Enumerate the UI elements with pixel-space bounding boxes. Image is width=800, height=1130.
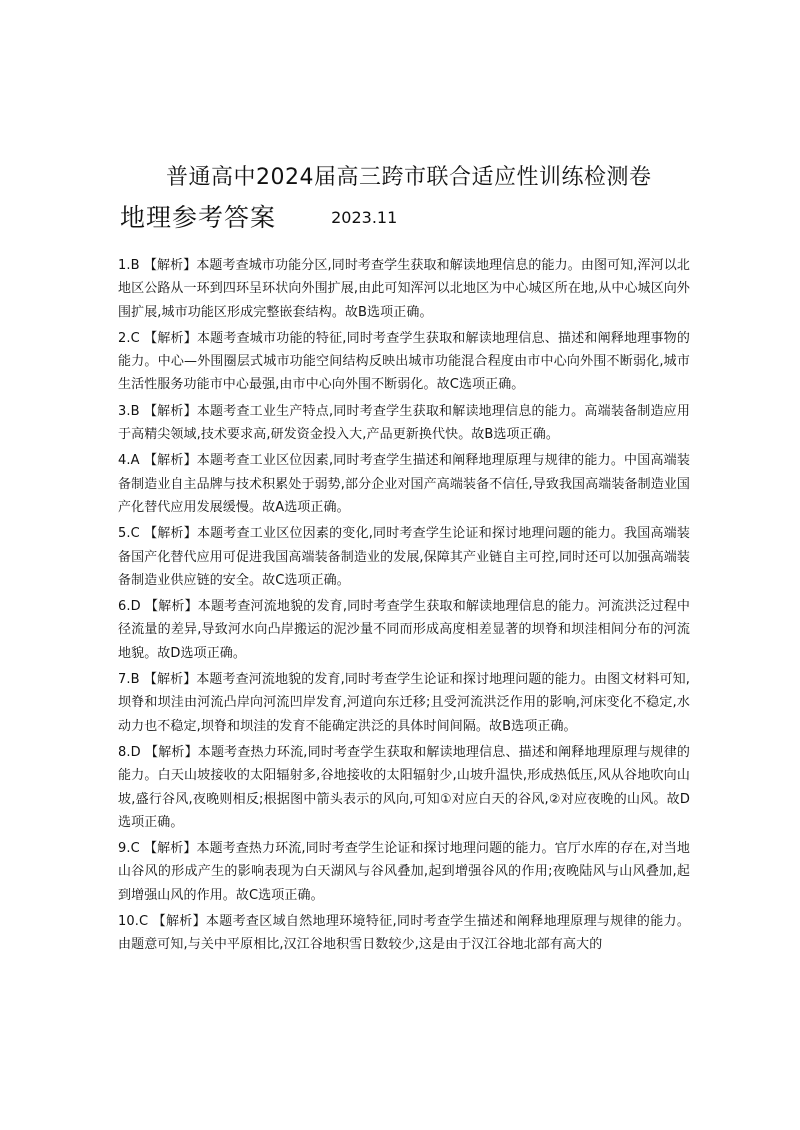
- answer-item-6: 6.D 【解析】本题考查河流地貌的发育,同时考查学生获取和解读地理信息的能力。河流洪泛过程中径流量的差异,导致河水向凸岸搬运的泥沙量不同而形成高度相差显著的坝脊和坝洼相间分布的河流地貌。故D选项正确。: [118, 599, 690, 661]
- subtitle-row: [120, 198, 397, 234]
- answer-item-10: 10.C 【解析】本题考查区域自然地理环境特征,同时考查学生描述和阐释地理原理与规律的能力。由题意可知,与关中平原相比,汉江谷地积雪日数较少,这是由于汉江谷地北部有高大的: [118, 914, 690, 953]
- answer-item-3: 3.B 【解析】本题考查工业生产特点,同时考查学生获取和解读地理信息的能力。高端装备制造应用于高精尖领域,技术要求高,研发资金投入大,产品更新换代快。故B选项正确。: [118, 403, 690, 443]
- answer-item-7: 7.B 【解析】本题考查河流地貌的发育,同时考查学生论证和探讨地理问题的能力。由图文材料可知,坝脊和坝洼由河流凸岸向河流凹岸发育,河道向东迁移;且受河流洪泛作用的影响,河床变化不稳定,水动力也不稳定,坝脊和坝洼的发育不能确定洪泛的具体时间间隔。故B选项正确。: [118, 672, 690, 734]
- answer-item-1: 1.B 【解析】本题考查城市功能分区,同时考查学生获取和解读地理信息的能力。由图可知,浑河以北地区公路从一环到四环呈环状向外围扩展,由此可知浑河以北地区为中心城区所在地,从中心城区向外围扩展,城市功能区形成完整嵌套结构。故B选项正确。: [118, 258, 690, 320]
- answer-item-9: 9.C 【解析】本题考查热力环流,同时考查学生论证和探讨地理问题的能力。官厅水库的存在,对当地山谷风的形成产生的影响表现为白天湖风与谷风叠加,起到增强谷风的作用;夜晚陆风与山风叠加,起到增强山风的作用。故C选项正确。: [118, 841, 690, 903]
- answer-item-2: 2.C 【解析】本题考查城市功能的特征,同时考查学生获取和解读地理信息、描述和阐释地理事物的能力。中心—外围圈层式城市功能空间结构反映出城市功能混合程度由市中心向外围不断弱化,城市生活性服务功能市中心最强,由市中心向外围不断弱化。故C选项正确。: [118, 330, 690, 393]
- document-date: 2023.11: [331, 208, 398, 227]
- answer-item-8: 8.D 【解析】本题考查热力环流,同时考查学生获取和解读地理信息、描述和阐释地理原理与规律的能力。白天山坡接收的太阳辐射多,谷地接收的太阳辐射少,山坡升温快,形成热低压,风从谷地吹向山坡,盛行谷风,夜晚则相反;根据图中箭头表示的风向,可知①对应白天的谷风,②对应夜晚的山风。故D选项正确。: [118, 744, 690, 830]
- document-title: 普通高中2024届高三跨市联合适应性训练检测卷: [166, 165, 652, 190]
- answer-item-4: 4.A 【解析】本题考查工业区位因素,同时考查学生描述和阐释地理原理与规律的能力。中国高端装备制造业自主品牌与技术积累处于弱势,部分企业对国产高端装备不信任,导致我国高端装备制造业国产化替代应用发展缓慢。故A选项正确。: [118, 453, 690, 515]
- subject-title: 地理参考答案: [120, 203, 277, 232]
- answer-item-5: 5.C 【解析】本题考查工业区位因素的变化,同时考查学生论证和探讨地理问题的能力。我国高端装备国产化替代应用可促进我国高端装备制造业的发展,保障其产业链自主可控,同时还可以加强高端装备制造业供应链的安全。故C选项正确。: [118, 526, 690, 588]
- answer-list: [118, 254, 690, 960]
